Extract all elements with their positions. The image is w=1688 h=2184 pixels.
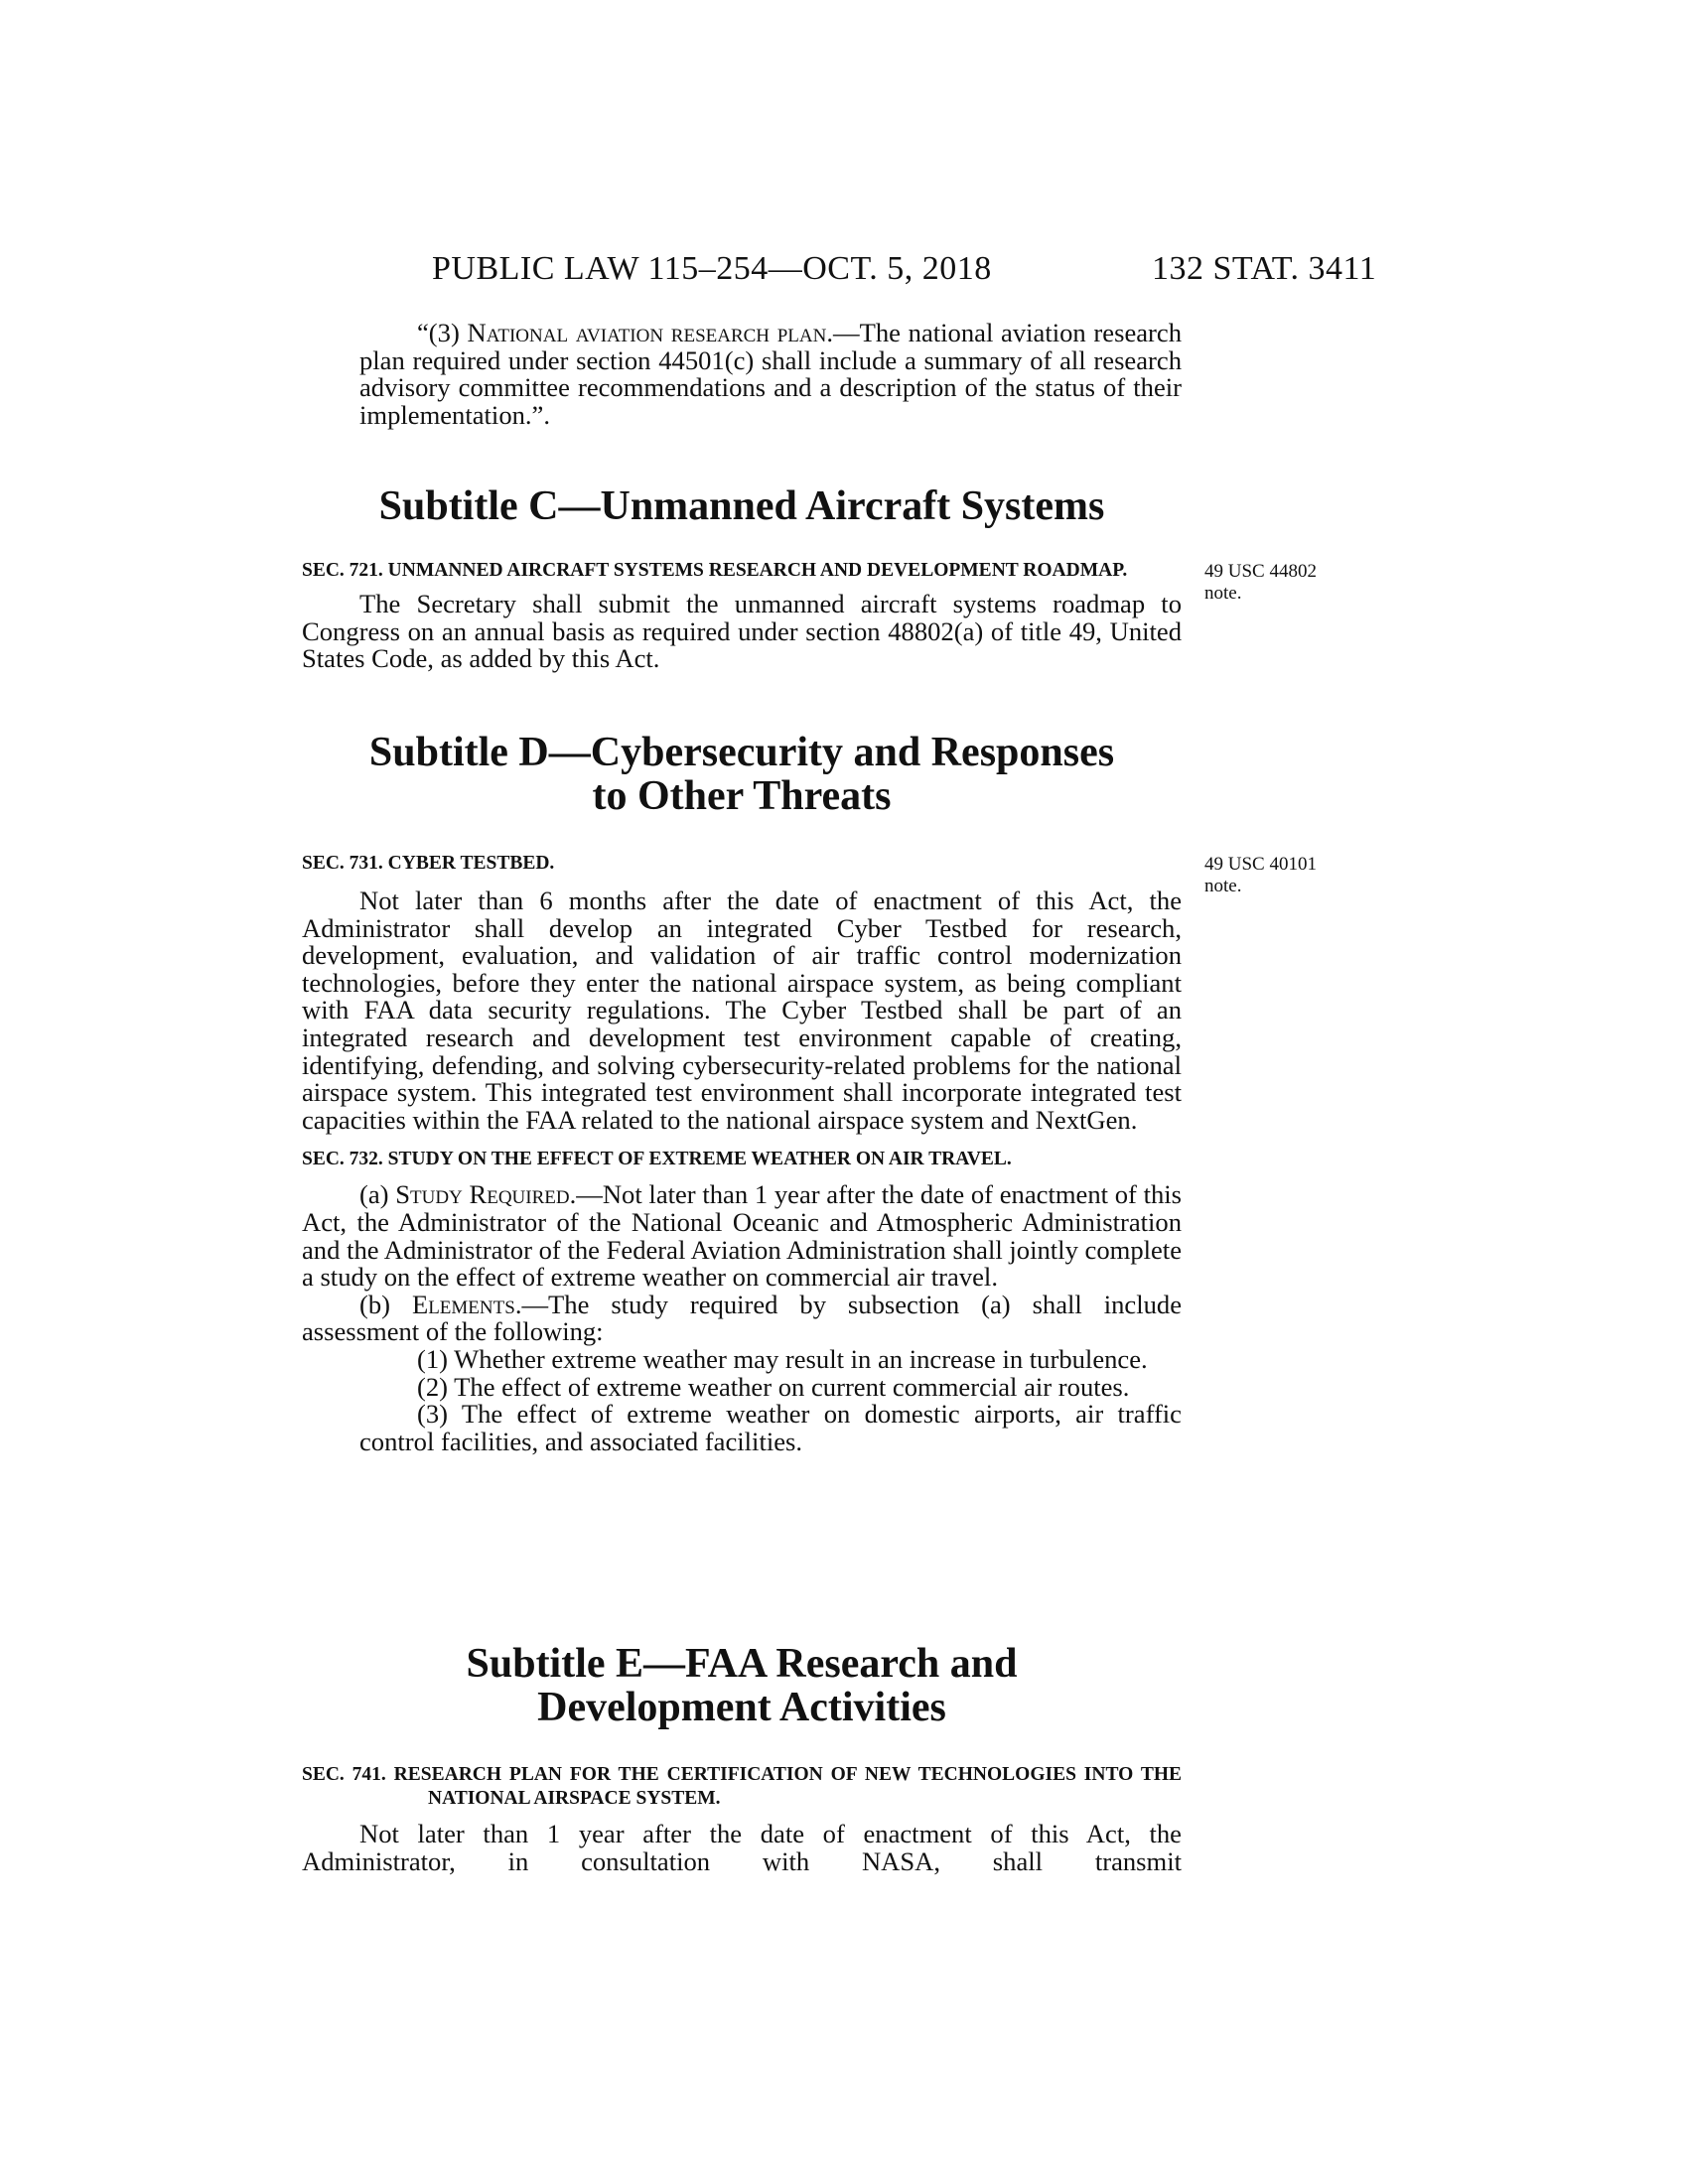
sec-741-text: Not later than 1 year after the date of enactment of this Act, the Administrator, in consultation with NASA, shall transmit [302, 1819, 1182, 1876]
subtitle-c-title: Subtitle C—Unmanned Aircraft Systems [378, 483, 1105, 529]
subtitle-e-title-line1: Subtitle E—FAA Research and [466, 1641, 1018, 1687]
subtitle-d-title [302, 731, 1182, 818]
sec-732-a-heading: Study Required [395, 1179, 570, 1210]
sec-721-margin-note [1204, 561, 1317, 605]
sec-732-item-3: (3) The effect of extreme weather on domestic airports, air traffic control facilities, and associated facilities. [359, 1399, 1182, 1456]
sec-721-block [302, 559, 1182, 673]
intro-item-heading: National aviation research plan [467, 318, 827, 347]
sec-731-margin-note-line2: note. [1204, 876, 1242, 896]
intro-item-text: .—The national aviation research plan required under section 44501(c) shall include a summary of all research advisory committee recommendations and a description of the status of their implementation.”. [359, 318, 1183, 430]
sec-732-a-text: .—Not later than 1 year after the date of enactment of this Act, the Administrator of the National Oceanic and Atmospheric Administration and the Administrator of the Federal Aviation Administration shall jointly complete a study on the effect of extreme weather on commercial air travel. [302, 1179, 1182, 1293]
sec-721-margin-note-line1: 49 USC 44802 [1204, 561, 1317, 582]
sec-732-heading: SEC. 732. STUDY ON THE EFFECT OF EXTREME WEATHER ON AIR TRAVEL. [302, 1149, 1012, 1170]
sec-721-heading: SEC. 721. UNMANNED AIRCRAFT SYSTEMS RESEARCH AND DEVELOPMENT ROADMAP. [302, 560, 1128, 581]
sec-732-b-label: (b) [359, 1289, 391, 1319]
sec-732-item-1: (1) Whether extreme weather may result in an increase in turbulence. [417, 1343, 1148, 1374]
sec-731-block [302, 852, 1182, 1455]
sec-732-b-heading: Elements [411, 1289, 515, 1319]
sec-732-b [302, 1289, 1183, 1347]
sec-741-block [302, 1763, 1182, 1875]
sec-732-b-text: .—The study required by subsection (a) shall include assessment of the following: [302, 1289, 1183, 1347]
intro-block [302, 320, 1182, 429]
running-header-stat: 132 STAT. 3411 [1152, 250, 1377, 287]
intro-paragraph [302, 320, 1182, 429]
intro-item-number: “(3) [417, 318, 460, 347]
running-header-law: PUBLIC LAW 115–254—OCT. 5, 2018 [432, 250, 992, 287]
sec-721-text: The Secretary shall submit the unmanned aircraft systems roadmap to Congress on an annual basis as required under section 48802(a) of title 49, United States Code, as added by this Act. [302, 589, 1182, 674]
subtitle-d-title-line2: to Other Threats [592, 773, 892, 819]
sec-731-margin-note [1204, 854, 1317, 897]
sec-731-heading: SEC. 731. CYBER TESTBED. [302, 853, 555, 874]
subtitle-e-title [302, 1642, 1182, 1729]
sec-731-text: Not later than 6 months after the date of enactment of this Act, the Administrator shall develop an integrated Cyber Testbed for research, development, evaluation, and validation of air traffic control modernization technologies, before they enter the national airspace system, as being compliant with FAA data security regulations. The Cyber Testbed shall be part of an integrated research and development test environment capable of creating, identifying, defending, and solving cybersecurity-related problems for the national airspace system. This integrated test environment shall incorporate integrated test capacities within the FAA related to the national airspace system and NextGen. [302, 886, 1182, 1135]
sec-732-a-label: (a) [359, 1179, 389, 1210]
subtitle-d-title-line1: Subtitle D—Cybersecurity and Responses [368, 730, 1115, 775]
sec-731-margin-note-line1: 49 USC 40101 [1204, 854, 1317, 875]
sec-721-margin-note-line2: note. [1204, 583, 1242, 604]
subtitle-e-title-line2: Development Activities [537, 1685, 946, 1730]
sec-732-a [302, 1181, 1182, 1291]
sec-741-heading: SEC. 741. RESEARCH PLAN FOR THE CERTIFICATION OF NEW TECHNOLOGIES INTO THE NATIONAL AIRSPACE SYSTEM. [302, 1764, 1182, 1809]
sec-732-item-2: (2) The effect of extreme weather on current commercial air routes. [417, 1371, 1130, 1402]
